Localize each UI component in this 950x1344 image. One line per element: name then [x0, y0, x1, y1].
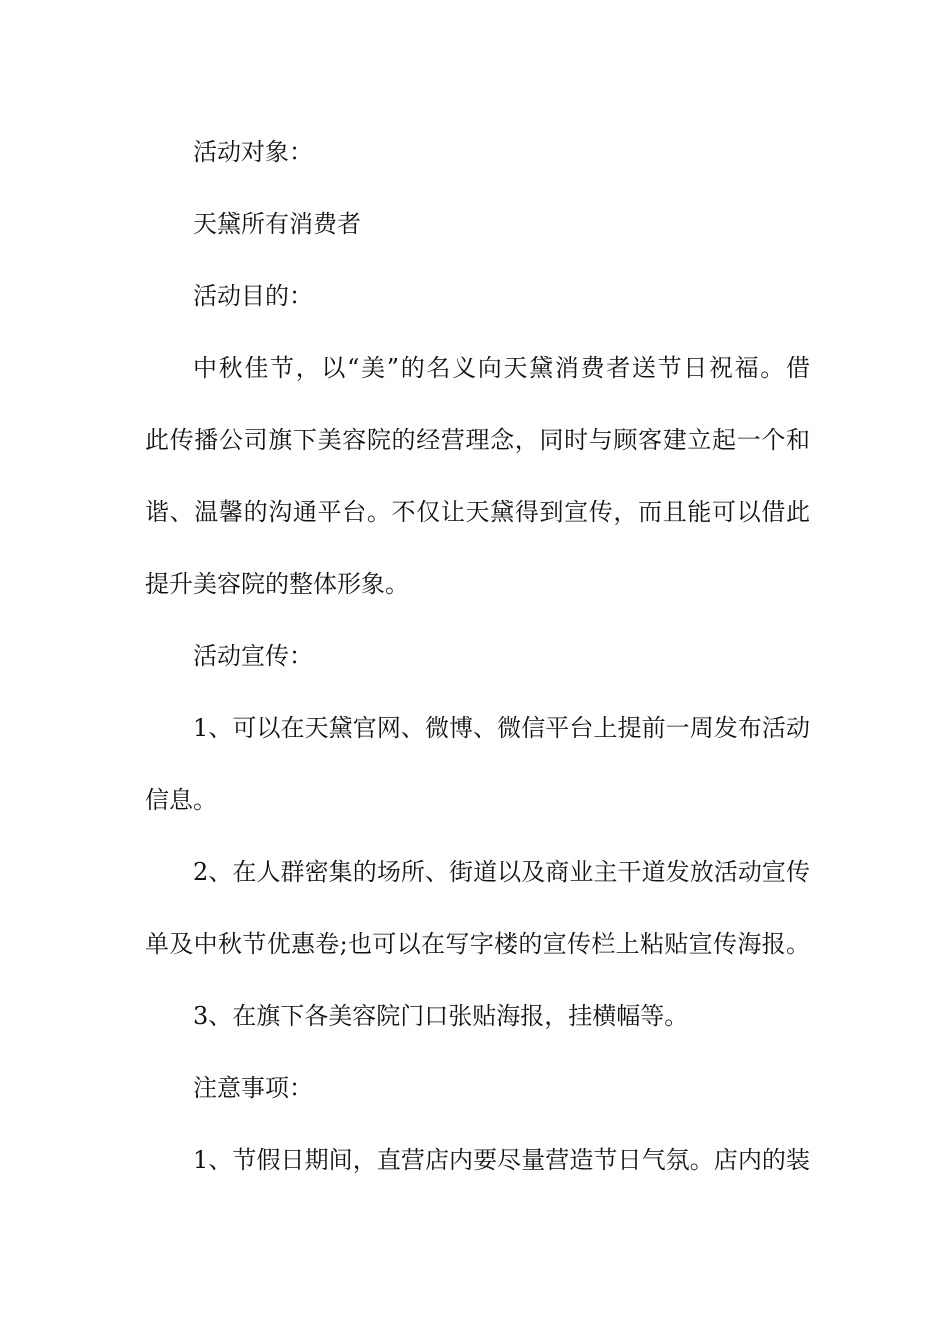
paragraph-line: 提升美容院的整体形象。	[145, 570, 409, 598]
paragraph-line: 此传播公司旗下美容院的经营理念，同时与顾客建立起一个和	[145, 426, 810, 454]
section-heading-promotion: 活动宣传：	[193, 642, 313, 670]
list-item-line: 1、可以在天黛官网、微博、微信平台上提前一周发布活动	[193, 714, 810, 742]
list-item-line: 信息。	[145, 786, 217, 814]
list-item-line: 2、在人群密集的场所、街道以及商业主干道发放活动宣传	[193, 858, 810, 886]
paragraph-line: 谐、温馨的沟通平台。不仅让天黛得到宣传，而且能可以借此	[145, 498, 810, 526]
list-item-line: 单及中秋节优惠卷;也可以在写字楼的宣传栏上粘贴宣传海报。	[145, 930, 810, 958]
section-heading-target: 活动对象：	[193, 138, 313, 166]
paragraph-line: 中秋佳节，以“美”的名义向天黛消费者送节日祝福。借	[193, 354, 810, 382]
section-heading-purpose: 活动目的：	[193, 282, 313, 310]
list-item-line: 1、节假日期间，直营店内要尽量营造节日气氛。店内的装	[193, 1146, 810, 1174]
list-item-line: 3、在旗下各美容院门口张贴海报，挂横幅等。	[193, 1002, 689, 1030]
paragraph-line: 天黛所有消费者	[193, 210, 361, 238]
document-body	[145, 127, 810, 1207]
section-heading-notes: 注意事项：	[193, 1074, 313, 1102]
